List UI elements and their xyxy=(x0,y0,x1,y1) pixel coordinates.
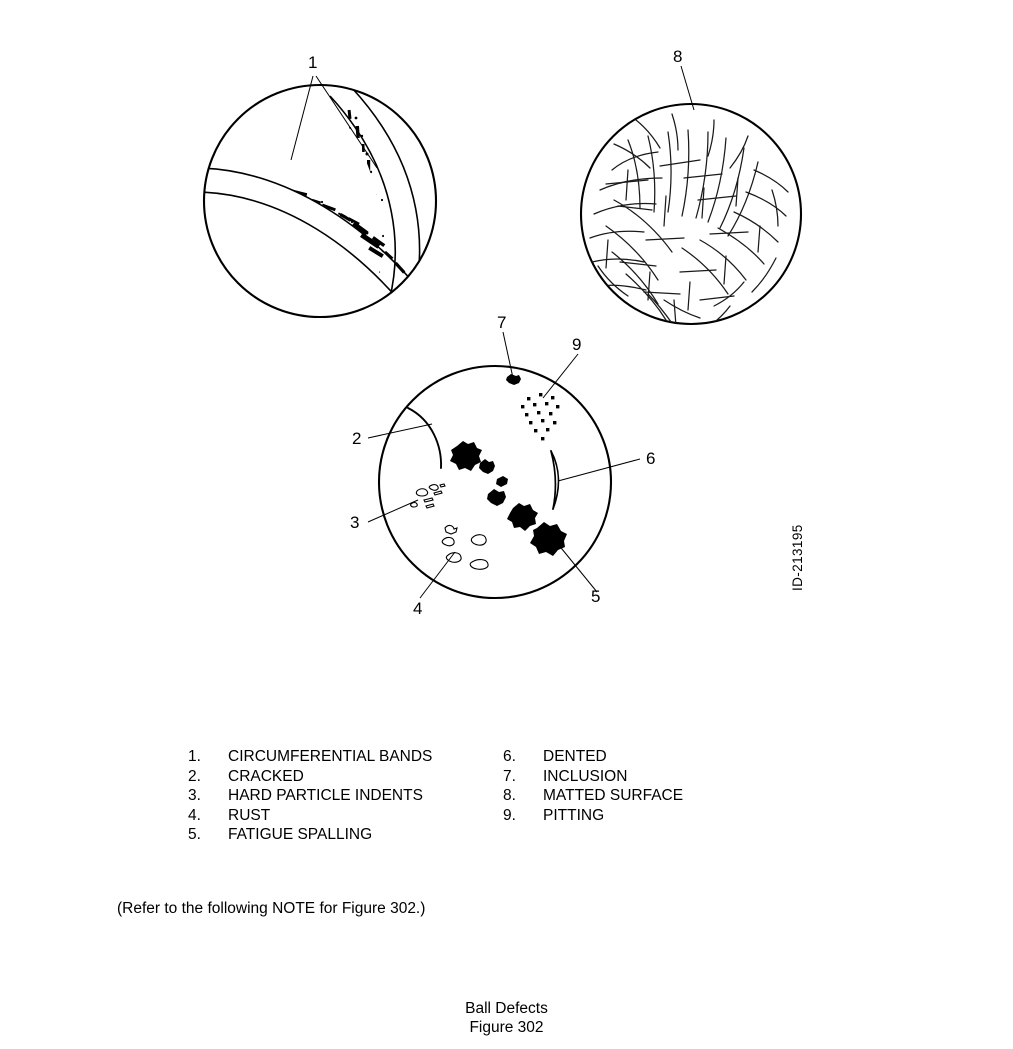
legend-index: 8. xyxy=(503,787,516,804)
legend-index: 9. xyxy=(503,806,516,824)
ball-multi-defect xyxy=(350,313,655,618)
legend-item xyxy=(188,807,432,827)
ball-matted-surface xyxy=(581,47,801,332)
callout-5: 5 xyxy=(591,587,601,606)
legend-label: DENTED xyxy=(543,748,607,765)
legend-index: 1. xyxy=(188,748,201,765)
legend-item xyxy=(503,807,683,827)
caption-number: Figure 302 xyxy=(469,1019,544,1036)
legend-label: PITTING xyxy=(543,806,605,824)
legend-item xyxy=(503,787,683,807)
callout-1: 1 xyxy=(308,53,318,72)
figure-note: (Refer to the following NOTE for Figure 302.) xyxy=(117,900,426,917)
legend-label: INCLUSION xyxy=(543,767,628,785)
callout-2: 2 xyxy=(352,429,362,448)
legend-label: RUST xyxy=(228,806,271,824)
legend-label: CRACKED xyxy=(228,767,304,785)
callout-4: 4 xyxy=(413,599,423,618)
legend-item xyxy=(503,748,683,768)
legend-index: 5. xyxy=(188,826,201,843)
caption-title: Ball Defects xyxy=(465,1000,548,1017)
legend-column-left xyxy=(188,748,432,846)
callout-6: 6 xyxy=(646,449,656,468)
legend-item xyxy=(503,768,683,788)
ball-c-outline xyxy=(379,366,611,598)
figure-caption xyxy=(0,999,1013,1037)
callout-3: 3 xyxy=(350,513,360,532)
ball-a-outline xyxy=(204,85,436,317)
legend-label: HARD PARTICLE INDENTS xyxy=(228,787,423,804)
legend-label: FATIGUE SPALLING xyxy=(228,826,373,843)
legend-item xyxy=(188,826,432,846)
legend-item xyxy=(188,787,432,807)
legend-index: 2. xyxy=(188,767,201,785)
id-code-text: ID-213195 xyxy=(790,524,805,591)
legend-index: 6. xyxy=(503,748,516,765)
ball-b-outline xyxy=(581,104,801,324)
legend-column-right xyxy=(503,748,683,826)
callout-9: 9 xyxy=(572,335,582,354)
callout-7: 7 xyxy=(497,313,507,332)
legend-index: 4. xyxy=(188,806,201,824)
legend-item xyxy=(188,748,432,768)
legend-index: 7. xyxy=(503,767,516,785)
ball-circumferential-bands xyxy=(196,53,440,330)
callout-8: 8 xyxy=(673,47,683,66)
legend-index: 3. xyxy=(188,787,201,804)
legend-label: MATTED SURFACE xyxy=(543,787,684,804)
legend-item xyxy=(188,768,432,788)
legend-label: CIRCUMFERENTIAL BANDS xyxy=(228,748,433,765)
figure-id-code xyxy=(790,524,805,591)
